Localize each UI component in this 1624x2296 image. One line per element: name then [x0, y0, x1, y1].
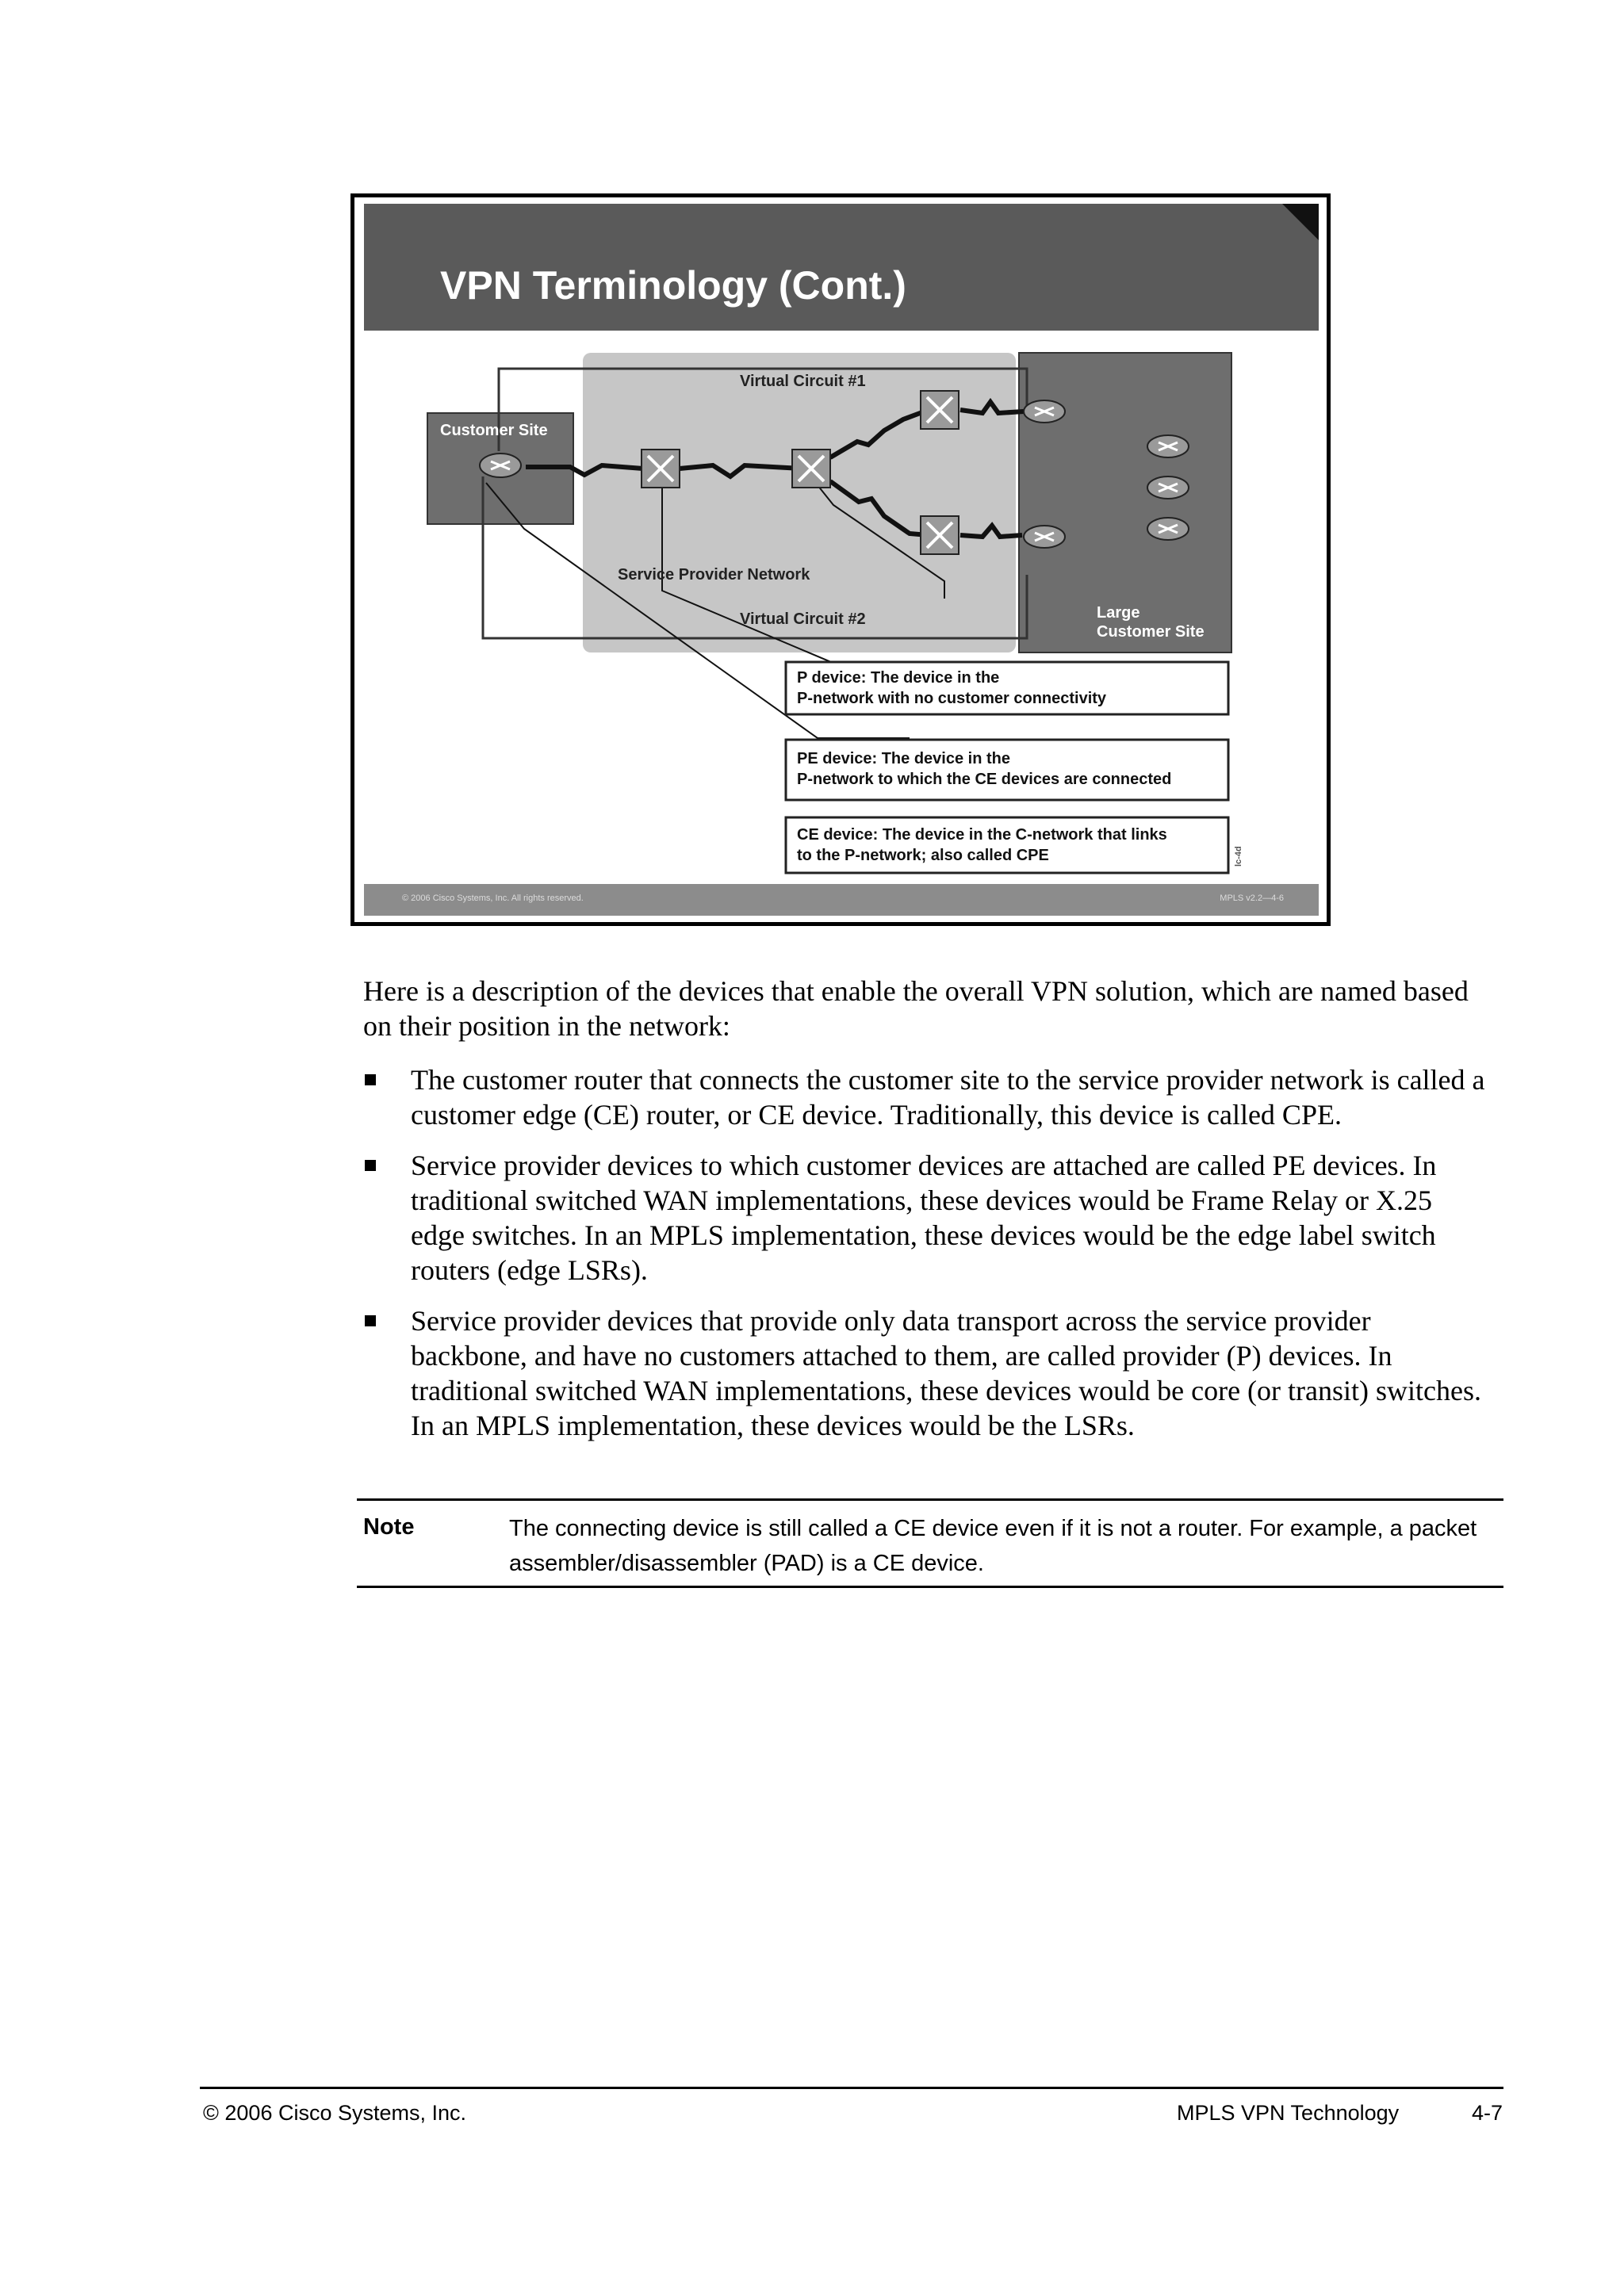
- ce-device-callout-line1: CE device: The device in the C-network that links: [797, 826, 1167, 844]
- intro-paragraph: Here is a description of the devices that enable the overall VPN solution, which are named based on their position in the network:: [363, 975, 1469, 1042]
- switch-icon: [921, 391, 959, 429]
- switch-icon: [642, 450, 680, 488]
- p-device-callout-line1: P device: The device in the: [797, 669, 1000, 687]
- note-label: Note: [363, 1514, 415, 1540]
- pe-device-callout-line2: P-network to which the CE devices are connected: [797, 771, 1172, 788]
- note-text: The connecting device is still called a CE device even if it is not a router. For example, a packet assembler/disassembler (PAD) is a CE device.: [509, 1516, 1477, 1576]
- ce-device-callout-line2: to the P-network; also called CPE: [797, 847, 1049, 864]
- virtual-circuit-1-label: Virtual Circuit #1: [740, 373, 866, 390]
- page-number: 4-7: [1472, 2101, 1503, 2125]
- router-icon: [1147, 476, 1189, 499]
- bullet-item: [363, 1303, 1489, 1443]
- slide-title: VPN Terminology (Cont.): [440, 263, 906, 308]
- note-top-rule: [357, 1498, 1503, 1501]
- bullet-list: [363, 1062, 1489, 1459]
- customer-site-label: Customer Site: [440, 422, 548, 439]
- slide: [350, 193, 1331, 926]
- pe-device-callout: [786, 740, 1228, 800]
- bullet-item: [363, 1148, 1489, 1288]
- page-footer-copyright: © 2006 Cisco Systems, Inc.: [203, 2101, 467, 2125]
- router-icon: [1147, 435, 1189, 457]
- slide-footer-course-id: MPLS v2.2—4-6: [1220, 894, 1284, 903]
- page-footer-title: MPLS VPN Technology: [1177, 2101, 1400, 2125]
- switch-icon: [921, 516, 959, 554]
- switch-icon: [792, 450, 830, 488]
- slide-footer-copyright: © 2006 Cisco Systems, Inc. All rights reserved.: [402, 894, 584, 903]
- vpn-diagram: [364, 204, 1319, 916]
- note-bottom-rule: [357, 1586, 1503, 1588]
- square-bullet-icon: [365, 1160, 376, 1171]
- page-footer-rule: [200, 2087, 1503, 2089]
- router-icon: [1024, 400, 1065, 423]
- square-bullet-icon: [365, 1315, 376, 1326]
- service-provider-network-label: Service Provider Network: [618, 566, 810, 584]
- pe-device-callout-line1: PE device: The device in the: [797, 750, 1010, 767]
- bullet-item: [363, 1062, 1489, 1132]
- large-customer-site-label-line1: Large: [1097, 604, 1140, 622]
- bullet-text: The customer router that connects the customer site to the service provider network is called a customer edge (CE) router, or CE device. Traditionally, this device is called CPE.: [411, 1064, 1485, 1131]
- bullet-text: Service provider devices that provide only data transport across the service provider backbone, and have no customers attached to them, are called provider (P) devices. In traditional switched WAN implementations, these devices would be core (or transit) switches. In an MPLS implementation, these devices would be the LSRs.: [411, 1305, 1481, 1441]
- virtual-circuit-2-label: Virtual Circuit #2: [740, 610, 866, 628]
- slide-image-id: lc-4d: [1234, 846, 1243, 867]
- router-icon: [1024, 526, 1065, 548]
- square-bullet-icon: [365, 1074, 376, 1085]
- p-device-callout-line2: P-network with no customer connectivity: [797, 690, 1107, 707]
- bullet-text: Service provider devices to which customer devices are attached are called PE devices. In traditional switched WAN implementations, these devices would be Frame Relay or X.25 edge switches. In an MPLS implementation, these devices would be the edge label switch routers (edge LSRs).: [411, 1150, 1437, 1286]
- slide-footer: [364, 884, 1319, 916]
- slide-body: [364, 204, 1319, 916]
- large-customer-site-label-line2: Customer Site: [1097, 623, 1205, 641]
- router-icon: [480, 453, 521, 477]
- router-icon: [1147, 518, 1189, 540]
